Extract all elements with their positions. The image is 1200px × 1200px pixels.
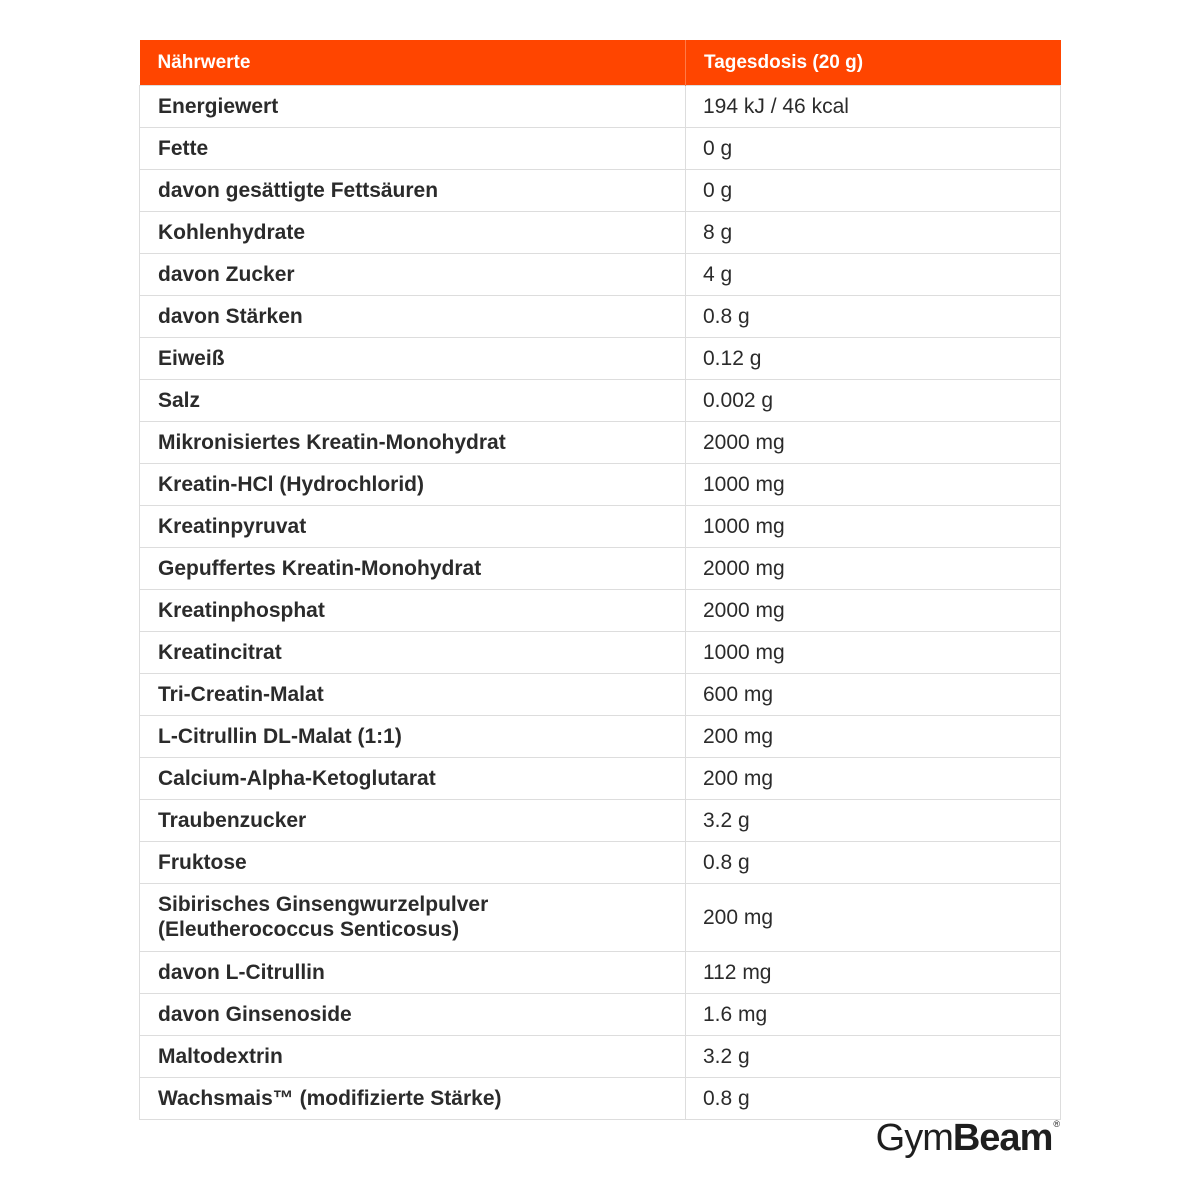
gymbeam-logo	[876, 1116, 1060, 1160]
nutrient-value: 0.002 g	[686, 380, 1061, 422]
nutrient-name: Kreatinphosphat	[140, 590, 686, 632]
table-row	[140, 380, 1061, 422]
nutrient-name: davon L-Citrullin	[140, 952, 686, 994]
table-row	[140, 994, 1061, 1036]
table-row	[140, 758, 1061, 800]
nutrient-name: Tri-Creatin-Malat	[140, 674, 686, 716]
table-body	[140, 86, 1061, 1120]
nutrient-value: 194 kJ / 46 kcal	[686, 86, 1061, 128]
table-row	[140, 716, 1061, 758]
nutrient-name: davon Stärken	[140, 296, 686, 338]
nutrient-value: 4 g	[686, 254, 1061, 296]
nutrient-name: Maltodextrin	[140, 1036, 686, 1078]
nutrient-value: 200 mg	[686, 716, 1061, 758]
nutrient-name: Fruktose	[140, 842, 686, 884]
table-row	[140, 86, 1061, 128]
nutrient-value: 0.12 g	[686, 338, 1061, 380]
nutrient-name: Gepuffertes Kreatin-Monohydrat	[140, 548, 686, 590]
nutrient-value: 1000 mg	[686, 464, 1061, 506]
nutrient-value: 2000 mg	[686, 548, 1061, 590]
table-row	[140, 884, 1061, 952]
nutrient-name: davon gesättigte Fettsäuren	[140, 170, 686, 212]
nutrient-name: Calcium-Alpha-Ketoglutarat	[140, 758, 686, 800]
nutrient-value: 1.6 mg	[686, 994, 1061, 1036]
nutrient-value: 600 mg	[686, 674, 1061, 716]
nutrient-name: Traubenzucker	[140, 800, 686, 842]
table-row	[140, 548, 1061, 590]
table-row	[140, 674, 1061, 716]
table-row	[140, 254, 1061, 296]
nutrient-name: davon Ginsenoside	[140, 994, 686, 1036]
registered-mark: ®	[1053, 1119, 1060, 1129]
table-row	[140, 170, 1061, 212]
table-row	[140, 800, 1061, 842]
table-row	[140, 128, 1061, 170]
nutrient-value: 0.8 g	[686, 842, 1061, 884]
logo-text-beam: Beam	[952, 1117, 1053, 1159]
nutrient-name: Energiewert	[140, 86, 686, 128]
nutrient-value: 2000 mg	[686, 590, 1061, 632]
nutrient-value: 3.2 g	[686, 1036, 1061, 1078]
header-daily-dose: Tagesdosis (20 g)	[686, 40, 1061, 86]
nutrient-name-line1: Sibirisches Ginsengwurzelpulver	[158, 893, 489, 916]
table-row	[140, 212, 1061, 254]
nutrient-value: 200 mg	[686, 758, 1061, 800]
nutrient-value: 2000 mg	[686, 422, 1061, 464]
nutrient-value: 3.2 g	[686, 800, 1061, 842]
nutrient-name-line2: (Eleutherococcus Senticosus)	[158, 918, 460, 941]
nutrient-value: 0 g	[686, 170, 1061, 212]
nutrient-name: Salz	[140, 380, 686, 422]
table-row	[140, 842, 1061, 884]
nutrient-value: 0.8 g	[686, 296, 1061, 338]
nutrient-name: Eiweiß	[140, 338, 686, 380]
nutrient-name: Kohlenhydrate	[140, 212, 686, 254]
nutrient-name: Kreatinpyruvat	[140, 506, 686, 548]
table-row	[140, 632, 1061, 674]
table-row	[140, 1036, 1061, 1078]
logo-text-gym: Gym	[875, 1117, 953, 1159]
nutrient-value: 8 g	[686, 212, 1061, 254]
nutrient-value: 0.8 g	[686, 1078, 1061, 1120]
table-row	[140, 1078, 1061, 1120]
nutrient-name: Wachsmais™ (modifizierte Stärke)	[140, 1078, 686, 1120]
nutrient-name: Mikronisiertes Kreatin-Monohydrat	[140, 422, 686, 464]
nutrient-value: 200 mg	[686, 884, 1061, 952]
nutrient-name: davon Zucker	[140, 254, 686, 296]
nutrient-value: 1000 mg	[686, 506, 1061, 548]
table-row	[140, 506, 1061, 548]
nutrient-value: 1000 mg	[686, 632, 1061, 674]
table-header	[140, 40, 1061, 86]
header-nutrient: Nährwerte	[140, 40, 686, 86]
table-row	[140, 590, 1061, 632]
table-row	[140, 338, 1061, 380]
nutrient-value: 112 mg	[686, 952, 1061, 994]
table-row	[140, 952, 1061, 994]
table-row	[140, 464, 1061, 506]
nutrient-name	[140, 884, 686, 952]
table-row	[140, 422, 1061, 464]
nutrition-table	[139, 40, 1061, 1120]
nutrient-name: Kreatin-HCl (Hydrochlorid)	[140, 464, 686, 506]
nutrient-name: Fette	[140, 128, 686, 170]
nutrient-name: Kreatincitrat	[140, 632, 686, 674]
header-row	[140, 40, 1061, 86]
table-row	[140, 296, 1061, 338]
nutrient-name: L-Citrullin DL-Malat (1:1)	[140, 716, 686, 758]
nutrient-value: 0 g	[686, 128, 1061, 170]
